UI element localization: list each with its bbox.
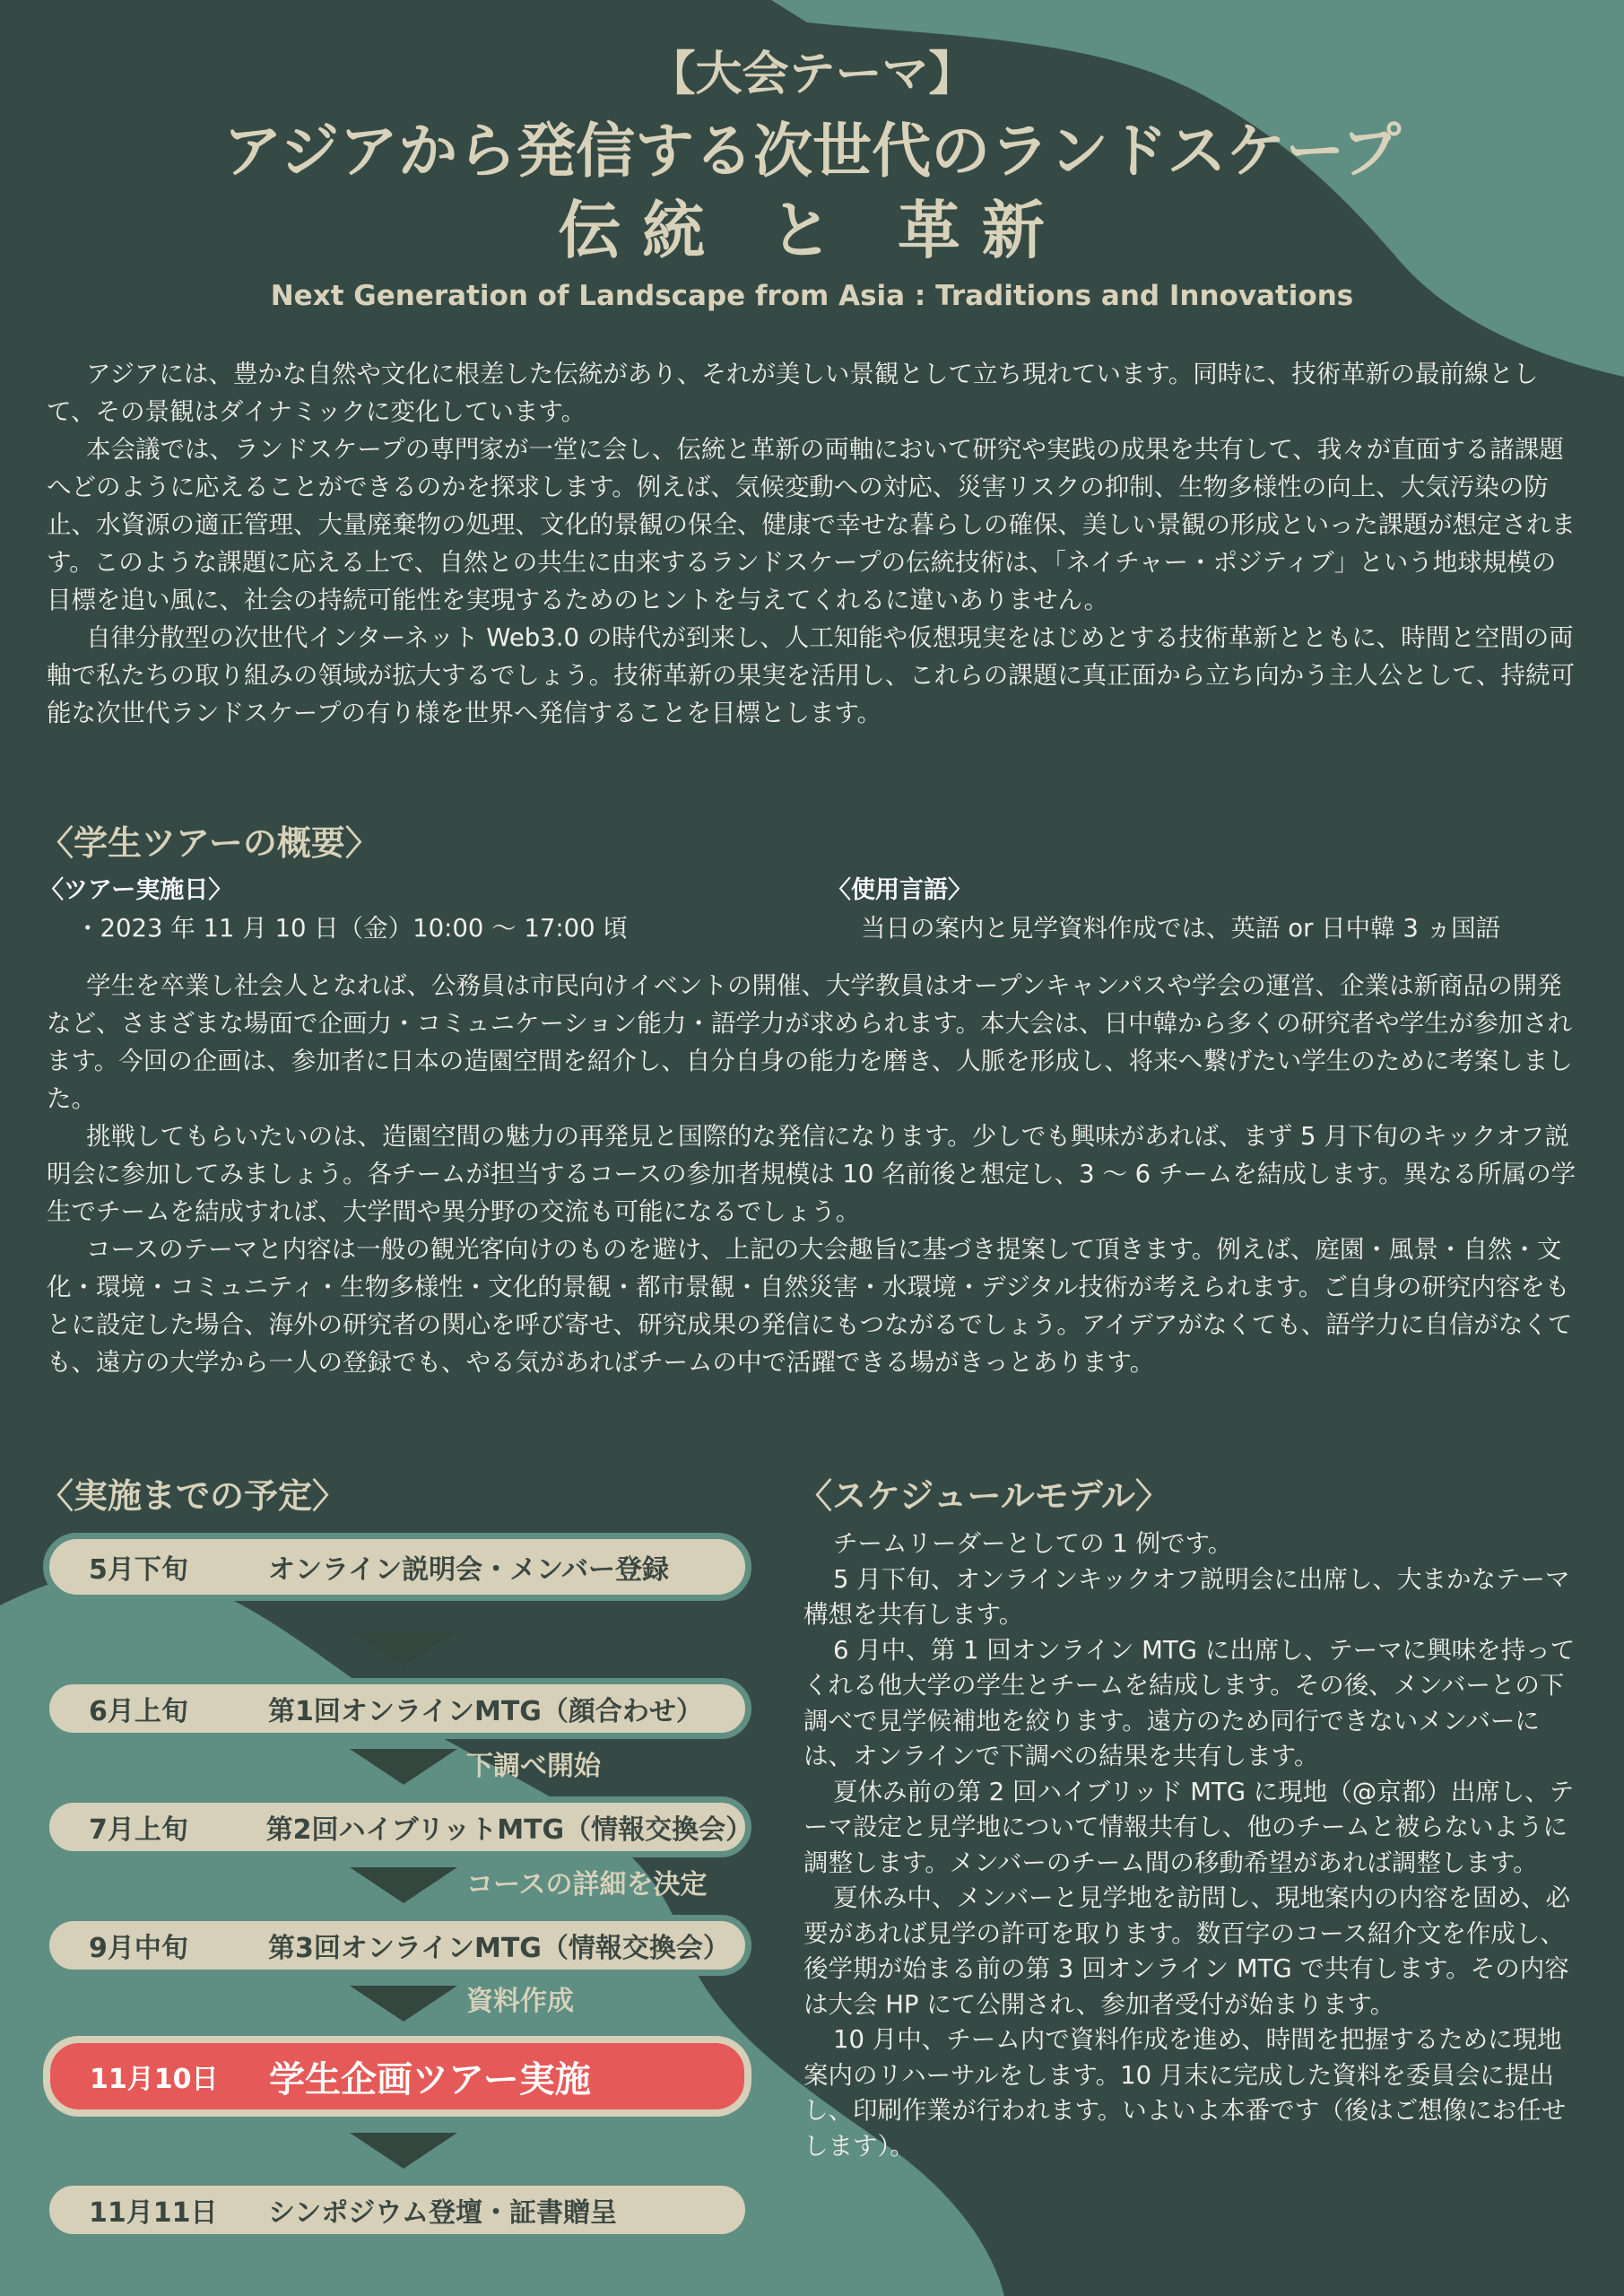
step-note: 資料作成: [466, 1986, 574, 2017]
tour-paragraph: コースのテーマと内容は一般の観光客向けのものを避け、上記の大会趣旨に基づき提案して頂きます。例えば、庭園・風景・自然・文化・環境・コミュニティ・生物多様性・文化的景観・都市景観・自然災害・水環境・デジタル技術が考えられます。ご自身の研究内容をもとに設定した場合、海外の研究者の関心を呼び寄せ、研究成果の発信にもつながるでしょう。アイデアがなくても、語学力に自信がなくても、遠方の大学から一人の登録でも、やる気があればチームの中で活躍できる場がきっとあります。: [47, 1235, 1573, 1377]
plan-heading: 〈実施までの予定〉: [39, 1476, 347, 1516]
step-note: 下調べ開始: [466, 1751, 601, 1782]
model-paragraph: 5 月下旬、オンラインキックオフ説明会に出席し、大まかなテーマ構想を共有します。: [803, 1564, 1570, 1629]
arrow-down-icon: [350, 1867, 457, 1903]
step-event: 学生企画ツアー実施: [269, 2058, 591, 2100]
step-event: オンライン説明会・メンバー登録: [268, 1554, 669, 1586]
arrow-down-icon: [350, 1631, 457, 1666]
model-paragraph: チームリーダーとしての 1 例です。: [833, 1529, 1233, 1558]
intro-paragraph: アジアには、豊かな自然や文化に根差した伝統があり、それが美しい景観として立ち現れています。同時に、技術革新の最前線として、その景観はダイナミックに変化しています。: [47, 360, 1539, 426]
english-title: Next Generation of Landscape from Asia : Traditions and Innovations: [270, 280, 1354, 312]
plan-step: [43, 1533, 751, 1601]
model-paragraph: 夏休み中、メンバーと見学地を訪問し、現地案内の内容を固め、必要があれば見学の許可を取ります。数百字のコース紹介文を作成し、後学期が始まる前の第 3 回オンライン MTG で共有します。その内容は大会 HP にて公開され、参加者受付が始まります。: [803, 1883, 1570, 2019]
step-date: 11月10日: [90, 2064, 219, 2095]
step-note: コースの詳細を決定: [466, 1869, 708, 1900]
arrow-down-icon: [350, 1986, 457, 2022]
plan-step: [43, 1915, 751, 1976]
tour-date-text: ・2023 年 11 月 10 日（金）10:00 〜 17:00 頃: [75, 914, 628, 943]
main-title: アジアから発信する次世代のランドスケープ: [222, 116, 1402, 186]
tour-paragraph: 挑戦してもらいたいのは、造園空間の魅力の再発見と国際的な発信になります。少しでも興味があれば、まず 5 月下旬のキックオフ説明会に参加してみましょう。各チームが担当するコースの参加者規模は 10 名前後と想定し、3 〜 6 チームを結成します。異なる所属の学生でチームを結成すれば、大学間や異分野の交流も可能になるでしょう。: [47, 1122, 1576, 1226]
model-heading: 〈スケジュールモデル〉: [798, 1476, 1169, 1516]
step-date: 5月下旬: [89, 1554, 188, 1586]
plan-timeline: [0, 0, 807, 2296]
schedule-model-text: [803, 1526, 1584, 2164]
arrow-down-icon: [350, 1749, 457, 1785]
tour-heading: 〈学生ツアーの概要〉: [39, 823, 379, 863]
language-text: 当日の案内と見学資料作成では、英語 or 日中韓 3 ヵ国語: [861, 914, 1501, 943]
tour-paragraph: 学生を卒業し社会人となれば、公務員は市民向けイベントの開催、大学教員はオープンキャンパスや学会の運営、企業は新商品の開発など、さまざまな場面で企画力・コミュニケーション能力・語学力が求められます。本大会は、日中韓から多くの研究者や学生が参加されます。今回の企画は、参加者に日本の造園空間を紹介し、自分自身の能力を磨き、人脈を形成し、将来へ繋げたい学生のために考案しました。: [47, 971, 1573, 1113]
intro-paragraph: 自律分散型の次世代インターネット Web3.0 の時代が到来し、人工知能や仮想現実をはじめとする技術革新とともに、時間と空間の両軸で私たちの取り組みの領域が拡大するでしょう。技術革新の果実を活用し、これらの課題に真正面から立ち向かう主人公として、持続可能な次世代ランドスケープの有り様を世界へ発信することを目標とします。: [47, 623, 1576, 727]
step-date: 11月11日: [89, 2197, 218, 2229]
step-event: 第2回ハイブリットMTG（情報交換会）: [265, 1814, 753, 1846]
plan-step-highlight: [43, 2036, 751, 2117]
model-paragraph: 6 月中、第 1 回オンライン MTG に出席し、テーマに興味を持ってくれる他大学の学生とチームを結成します。その後、メンバーとの下調べで見学候補地を絞ります。遠方のため同行できないメンバーには、オンラインで下調べの結果を共有します。: [803, 1635, 1576, 1770]
step-date: 9月中旬: [89, 1933, 188, 1964]
model-paragraph: 夏休み前の第 2 回ハイブリッド MTG に現地（@京都）出席し、テーマ設定と見学地について情報共有し、他のチームと被らないように調整します。メンバーのチーム間の移動希望があれば調整します。: [803, 1777, 1575, 1877]
intro-paragraph: 本会議では、ランドスケープの専門家が一堂に会し、伝統と革新の両軸において研究や実践の成果を共有して、我々が直面する諸課題へどのように応えることができるのかを探求します。例えば、気候変動への対応、災害リスクの抑制、生物多様性の向上、大気汚染の防止、水資源の適正管理、大量廃棄物の処理、文化的景観の保全、健康で幸せな暮らしの確保、美しい景観の形成といった課題が想定されます。このような課題に応える上で、自然との共生に由来するランドスケープの伝統技術は、「ネイチャー・ポジティブ」という地球規模の目標を追い風に、社会の持続可能性を実現するためのヒントを与えてくれるに違いありません。: [47, 435, 1576, 614]
plan-step: [43, 1796, 751, 1857]
step-event: 第1回オンラインMTG（顔合わせ）: [268, 1696, 703, 1727]
language-heading: 〈使用言語〉: [827, 876, 972, 904]
step-date: 6月上旬: [89, 1696, 188, 1727]
model-paragraph: 10 月中、チーム内で資料作成を進め、時間を把握するために現地案内のリハーサルをします。10 月末に完成した資料を委員会に提出し、印刷作業が行われます。いよいよ本番です（後はご想像にお任せします）。: [803, 2025, 1567, 2161]
arrow-down-icon: [350, 2133, 457, 2169]
step-event: シンポジウム登壇・証書贈呈: [268, 2197, 617, 2229]
theme-label: 【大会テーマ】: [648, 47, 976, 101]
subtitle: 伝統 と 革新: [558, 193, 1066, 267]
plan-step: [43, 1678, 751, 1739]
tour-date-heading: 〈ツアー実施日〉: [39, 876, 233, 904]
step-date: 7月上旬: [89, 1814, 188, 1846]
plan-step: [43, 2179, 751, 2240]
step-event: 第3回オンラインMTG（情報交換会）: [268, 1933, 730, 1964]
